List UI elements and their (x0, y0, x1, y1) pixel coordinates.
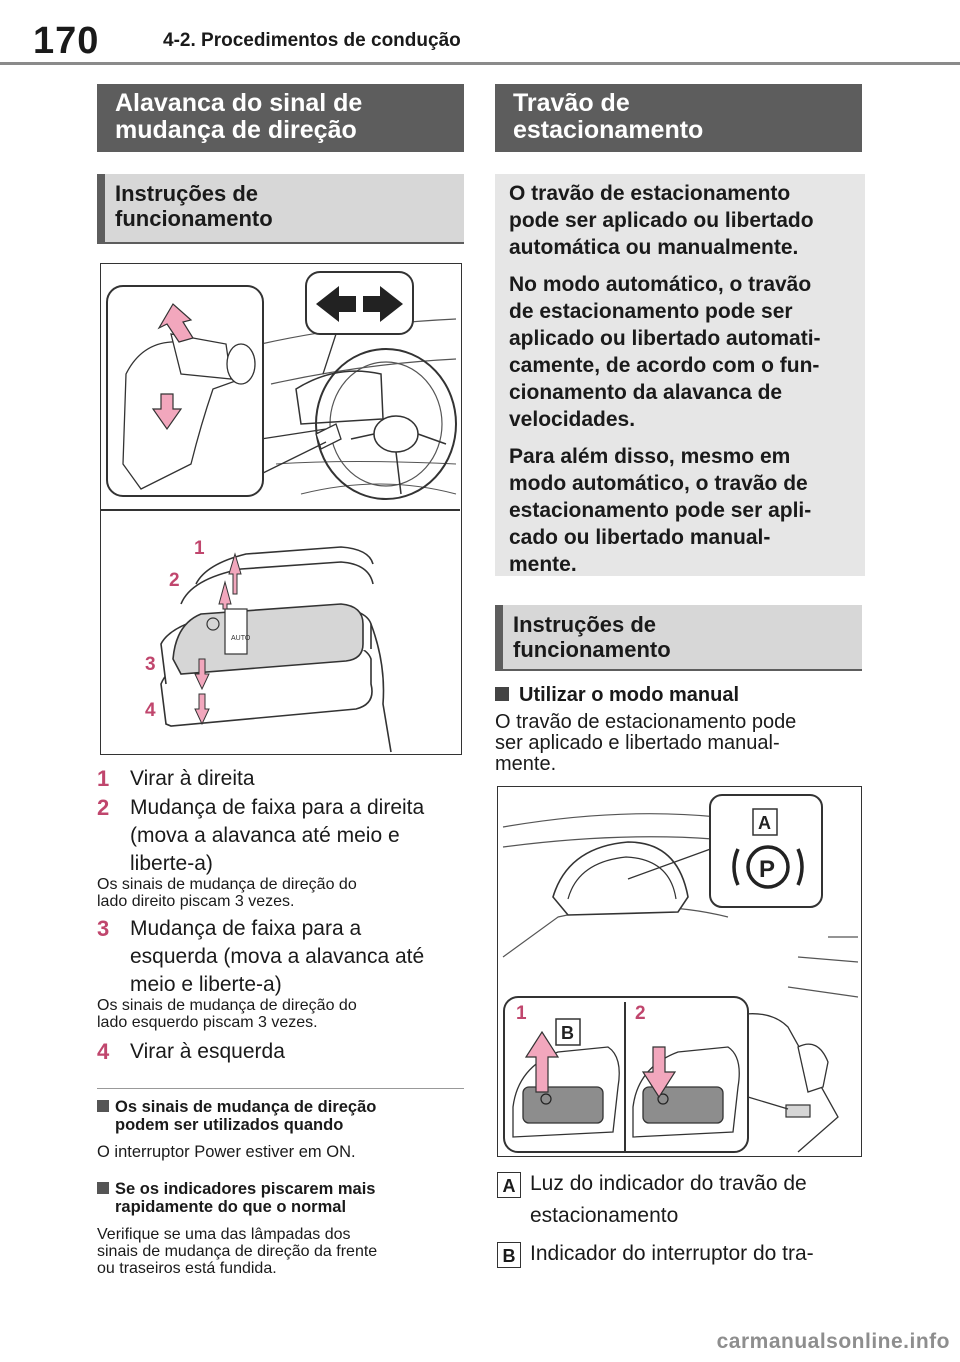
legend-key-b: B (497, 1242, 521, 1268)
summary-line: No modo automático, o travão (509, 273, 812, 296)
step-text: esquerda (mova a alavanca até (130, 945, 425, 968)
section-title-line: estacionamento (513, 116, 704, 144)
note-line: Os sinais de mudança de direção do (97, 876, 357, 893)
subsection-title-line: funcionamento (115, 206, 273, 231)
parking-brake-figure (497, 786, 862, 1157)
step-text: Mudança de faixa para a (130, 917, 362, 940)
square-bullet-icon (97, 1182, 109, 1194)
legend-item-a (497, 1168, 867, 1232)
info-heading-line: Os sinais de mudança de direção (115, 1098, 377, 1116)
info-heading (97, 1098, 467, 1134)
note-line: lado esquerdo piscam 3 vezes. (97, 1014, 318, 1031)
square-bullet-icon (97, 1100, 109, 1112)
legend-line: Indicador do interruptor do tra- (530, 1242, 814, 1265)
summary-line: Para além disso, mesmo em (509, 445, 791, 468)
parking-p-icon: P (759, 856, 776, 883)
legend-line: Luz do indicador do travão de (530, 1172, 807, 1195)
manual-mode-title: Utilizar o modo manual (519, 684, 740, 706)
step-number: 3 (97, 916, 110, 941)
body-line: O travão de estacionamento pode (495, 711, 797, 733)
watermark: carmanualsonline.info (716, 1330, 950, 1353)
summary-line: mente. (509, 553, 577, 576)
summary-line: modo automático, o travão de (509, 472, 808, 495)
legend-key-a: A (497, 1172, 521, 1198)
legend-line: estacionamento (530, 1204, 679, 1227)
summary-line: cado ou libertado manual- (509, 526, 771, 549)
step-text: Virar à direita (130, 767, 255, 790)
parking-brake-summary-panel (495, 174, 865, 576)
step-text: meio e liberte-a) (130, 973, 282, 996)
step-number: 1 (97, 766, 110, 791)
page-number: 170 (33, 20, 100, 62)
info-body-line: ou traseiros está fundida. (97, 1260, 277, 1277)
figure-label-b: B (561, 1023, 574, 1043)
step-number: 2 (97, 795, 110, 820)
step-2 (97, 794, 467, 878)
info-body-line: sinais de mudança de direção da frente (97, 1243, 378, 1260)
note-line: lado direito piscam 3 vezes. (97, 893, 295, 910)
turn-signal-lever-illustration (101, 264, 460, 753)
parking-brake-illustration (498, 787, 860, 1155)
summary-line: aplicado ou libertado automati- (509, 327, 821, 350)
section-title-line: Alavanca do sinal de (115, 89, 363, 117)
legend-item-b (497, 1238, 867, 1270)
subsection-title-line: Instruções de (115, 181, 259, 206)
info-heading-line: Se os indicadores piscarem mais (115, 1180, 376, 1198)
subsection-title-operation-right (495, 605, 862, 671)
summary-line: de estacionamento pode ser (509, 300, 793, 323)
figure-label-4: 4 (145, 700, 156, 721)
step-text: Virar à esquerda (130, 1040, 285, 1063)
summary-paragraph-3 (495, 433, 865, 578)
header-rule (0, 62, 960, 65)
info-heading (97, 1180, 467, 1216)
step-text: Mudança de faixa para a direita (130, 796, 425, 819)
figure-label-a: A (758, 813, 771, 833)
figure-label-3: 3 (145, 654, 156, 675)
step-number: 4 (97, 1039, 110, 1064)
step-3-note (97, 997, 467, 1031)
step-text: liberte-a) (130, 852, 213, 875)
body-line: ser aplicado e libertado manual- (495, 732, 780, 754)
summary-line: camente, de acordo com o fun- (509, 354, 820, 377)
svg-text:AUTO: AUTO (231, 635, 251, 642)
summary-paragraph-2 (495, 261, 865, 433)
section-title-parking-brake (495, 84, 862, 152)
manual-mode-heading (495, 684, 739, 707)
section-title-turn-signal (97, 84, 464, 152)
step-3 (97, 915, 467, 999)
step-1 (97, 765, 467, 793)
info-fast-blinking (97, 1180, 467, 1277)
chapter-title: 4-2. Procedimentos de condução (163, 30, 461, 51)
info-body (97, 1226, 467, 1277)
figure-label-1: 1 (194, 538, 205, 559)
subsection-title-line: Instruções de (513, 612, 657, 637)
step-text: (mova a alavanca até meio e (130, 824, 400, 847)
summary-paragraph-1 (495, 174, 865, 261)
turn-signal-lever-figure (100, 263, 462, 755)
info-divider (97, 1088, 464, 1089)
summary-line: pode ser aplicado ou libertado (509, 209, 814, 232)
figure-label-2: 2 (169, 570, 180, 591)
section-title-line: Travão de (513, 89, 630, 117)
summary-line: estacionamento pode ser apli- (509, 499, 812, 522)
figure-label-1: 1 (516, 1003, 527, 1024)
info-when-usable (97, 1098, 467, 1161)
section-title-line: mudança de direção (115, 116, 357, 144)
info-heading-line: rapidamente do que o normal (115, 1198, 347, 1216)
subsection-title-line: funcionamento (513, 637, 671, 662)
info-heading-line: podem ser utilizados quando (115, 1116, 344, 1134)
step-4 (97, 1038, 467, 1066)
subsection-title-operation (97, 174, 464, 244)
note-line: Os sinais de mudança de direção do (97, 997, 357, 1014)
info-body: O interruptor Power estiver em ON. (97, 1143, 356, 1161)
info-body-line: Verifique se uma das lâmpadas dos (97, 1226, 351, 1243)
summary-line: velocidades. (509, 408, 636, 431)
summary-line: automática ou manualmente. (509, 236, 799, 259)
square-bullet-icon (495, 687, 509, 701)
figure-label-2: 2 (635, 1003, 646, 1024)
summary-line: cionamento da alavanca de (509, 381, 783, 404)
manual-mode-body (495, 712, 865, 775)
summary-line: O travão de estacionamento (509, 182, 791, 205)
body-line: mente. (495, 753, 557, 775)
step-2-note (97, 876, 467, 910)
